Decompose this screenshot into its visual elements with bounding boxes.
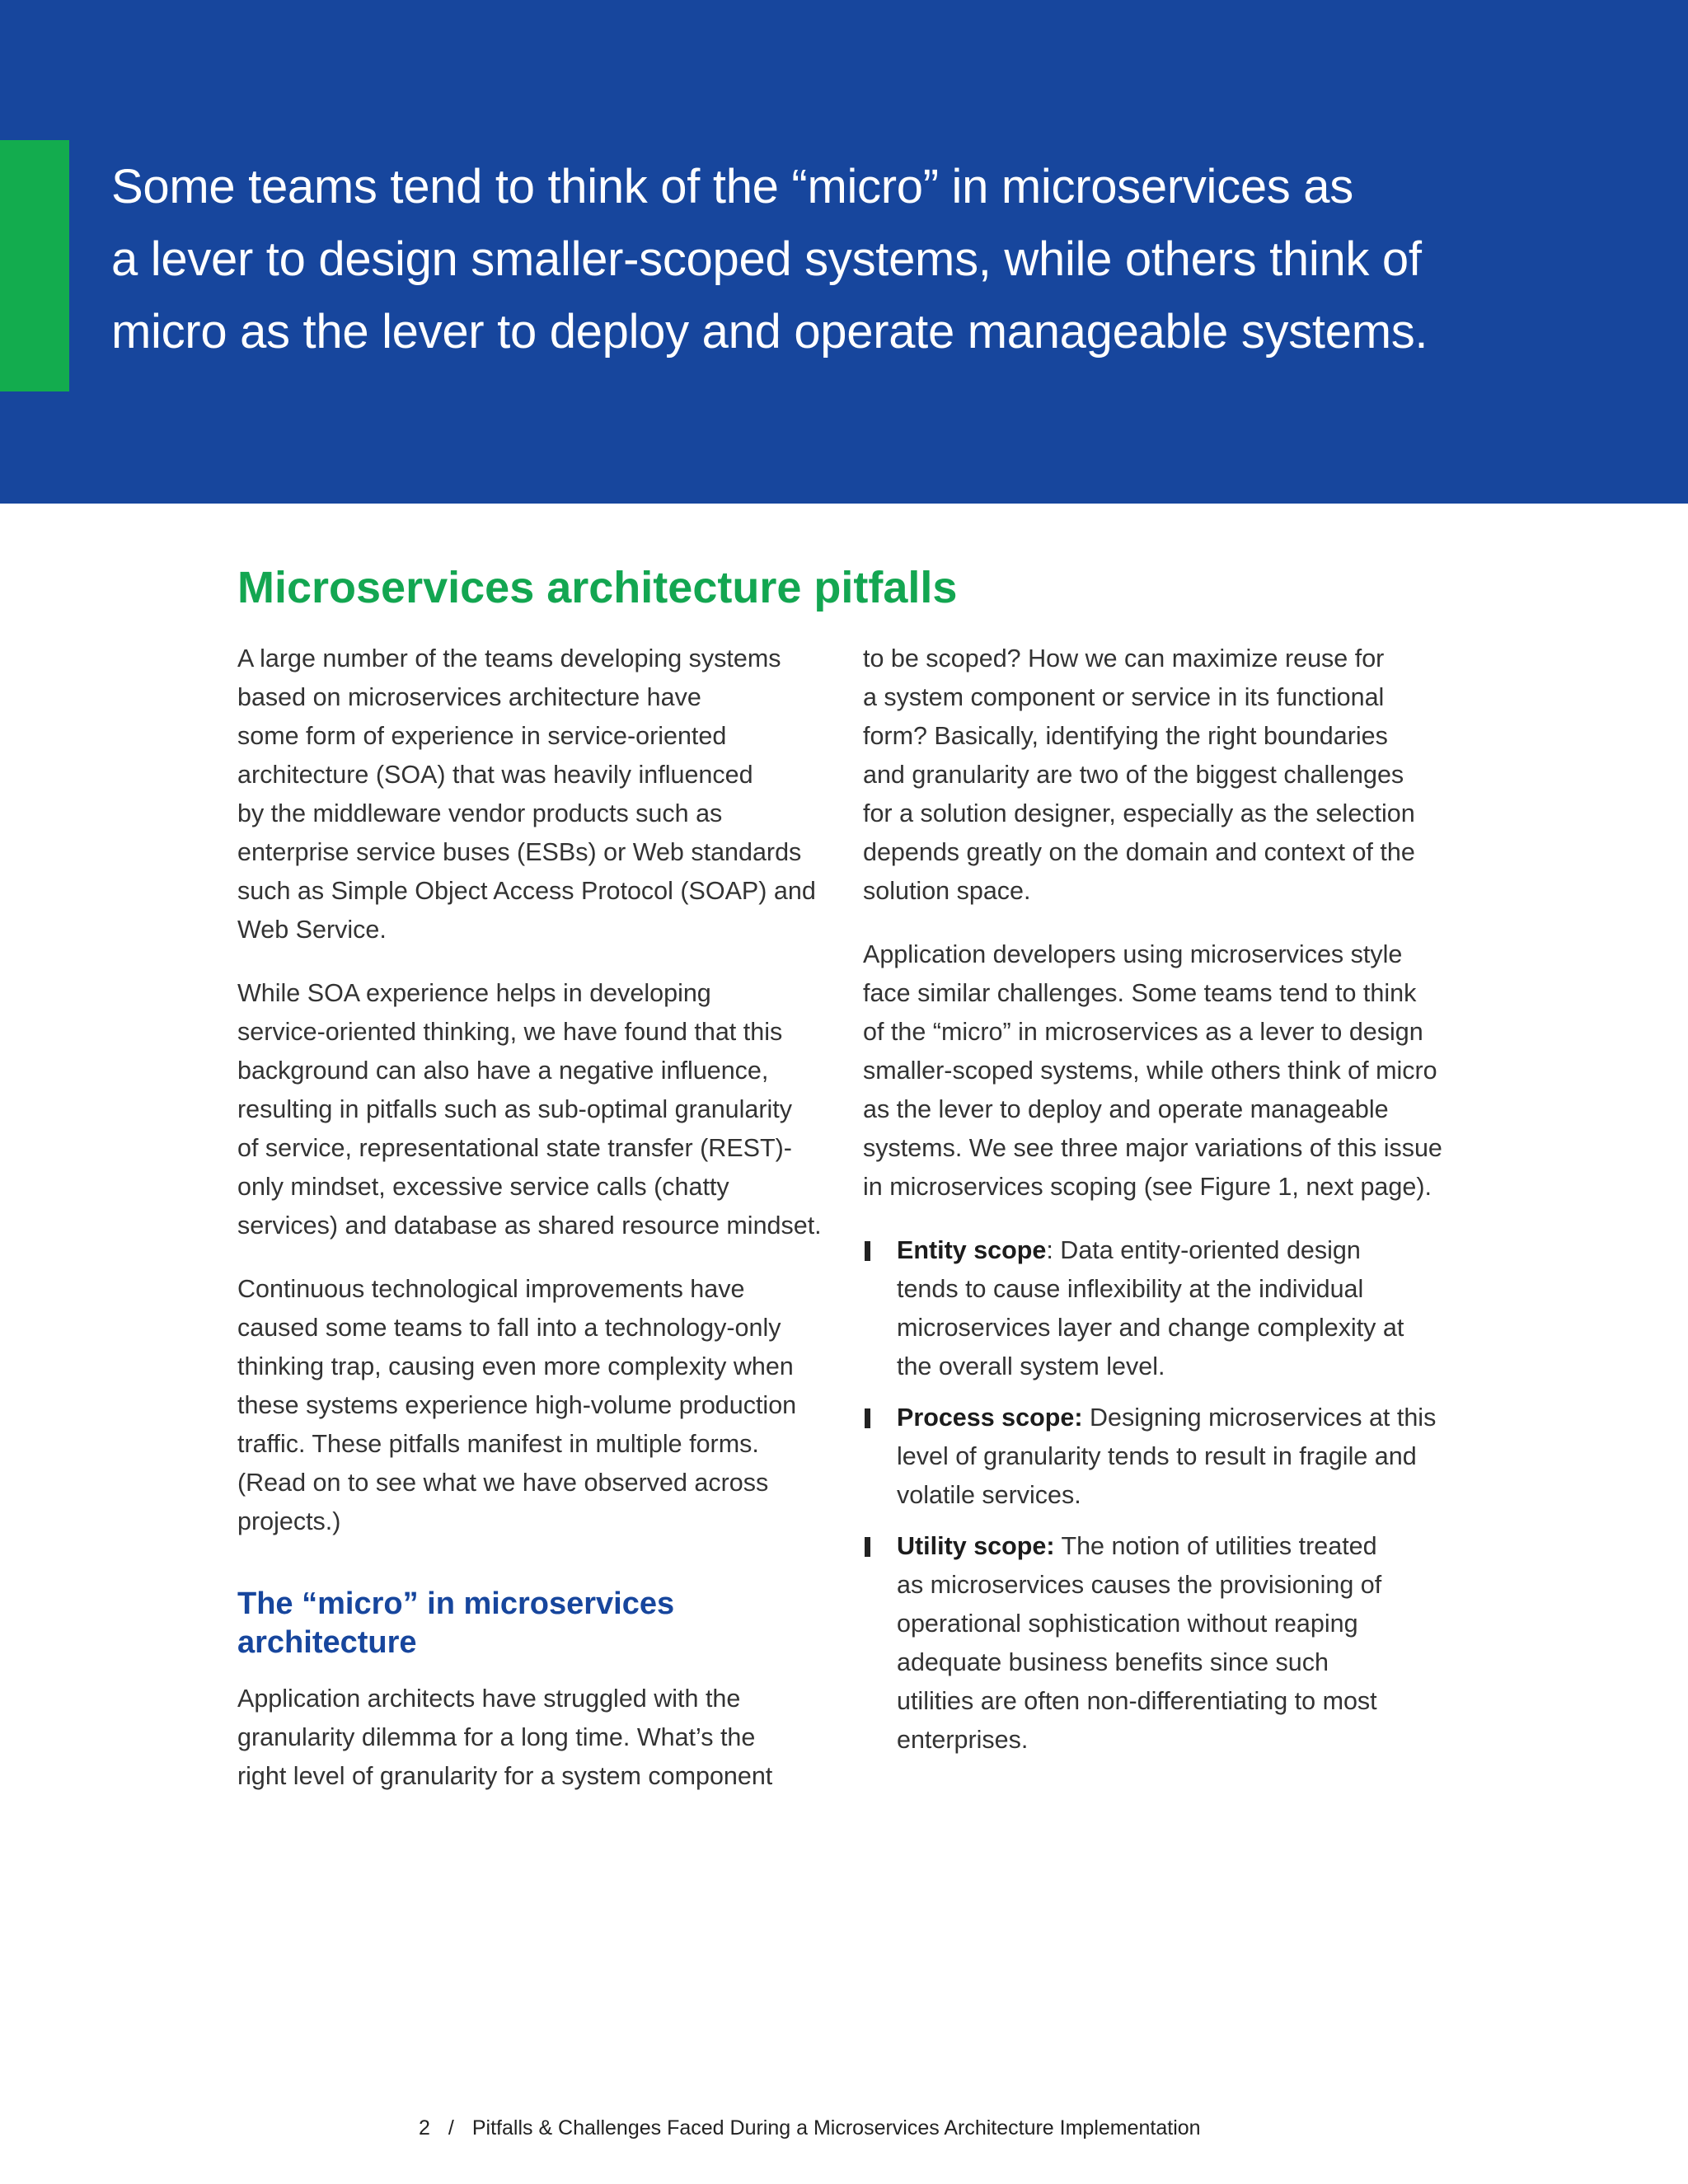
bullet-process-scope — [863, 1399, 1456, 1515]
text-line: (Read on to see what we have observed across — [237, 1469, 769, 1497]
pull-quote-line: micro as the lever to deploy and operate manageable systems. — [111, 305, 1428, 359]
body-paragraph — [237, 1270, 839, 1541]
bullet-marker — [865, 1408, 870, 1428]
text-line: level of granularity tends to result in fragile and — [897, 1442, 1417, 1470]
text-line: thinking trap, causing even more complexity when — [237, 1352, 794, 1380]
text-line: caused some teams to fall into a technology-only — [237, 1314, 781, 1342]
page-number: 2 — [419, 2116, 430, 2139]
text-line: resulting in pitfalls such as sub-optimal granularity — [237, 1095, 793, 1123]
subheading-line: architecture — [237, 1625, 417, 1660]
text-line: smaller-scoped systems, while others think of micro — [863, 1057, 1437, 1085]
text-line: right level of granularity for a system component — [237, 1762, 773, 1790]
scope-bullet-list — [863, 1231, 1456, 1760]
body-paragraph — [237, 974, 839, 1245]
text-line: in microservices scoping (see Figure 1, next page). — [863, 1173, 1432, 1201]
text-line: Application developers using microservices style — [863, 940, 1403, 968]
text-line: projects.) — [237, 1507, 341, 1535]
text-line: Web Service. — [237, 916, 387, 944]
text-line: a system component or service in its functional — [863, 683, 1385, 711]
text-line: enterprises. — [897, 1726, 1029, 1754]
text-line: adequate business benefits since such — [897, 1648, 1329, 1676]
subheading — [237, 1585, 839, 1662]
text-line: operational sophistication without reaping — [897, 1610, 1358, 1638]
bullet-first-line — [897, 1231, 1456, 1270]
text-line: face similar challenges. Some teams tend to think — [863, 979, 1417, 1007]
text-line: microservices layer and change complexity at — [897, 1314, 1404, 1342]
text-line: utilities are often non-differentiating to most — [897, 1687, 1377, 1715]
bullet-text: The notion of utilities treated — [1054, 1532, 1377, 1560]
footer-separator: / — [448, 2116, 454, 2139]
pull-quote-line: a lever to design smaller-scoped systems, while others think of — [111, 232, 1422, 286]
text-line: enterprise service buses (ESBs) or Web standards — [237, 838, 802, 866]
text-line: services) and database as shared resource mindset. — [237, 1212, 822, 1240]
right-column — [863, 640, 1456, 1772]
document-title: Pitfalls & Challenges Faced During a Microservices Architecture Implementation — [471, 2116, 1201, 2139]
body-paragraph — [237, 640, 839, 949]
text-line: of the “micro” in microservices as a lever to design — [863, 1018, 1423, 1046]
pull-quote-line: Some teams tend to think of the “micro” in microservices as — [111, 160, 1353, 213]
text-line: volatile services. — [897, 1481, 1081, 1509]
text-line: background can also have a negative influence, — [237, 1057, 769, 1085]
text-line: systems. We see three major variations of this issue — [863, 1134, 1442, 1162]
bullet-marker — [865, 1241, 870, 1261]
bullet-first-line — [897, 1399, 1456, 1437]
bullet-marker — [865, 1537, 870, 1557]
bullet-label: Utility scope: — [897, 1532, 1055, 1560]
bullet-label: Entity scope — [897, 1236, 1047, 1264]
text-line: to be scoped? How we can maximize reuse for — [863, 644, 1385, 673]
hero-accent-bar — [0, 140, 69, 391]
bullet-text: Designing microservices at this — [1082, 1404, 1437, 1432]
text-line: A large number of the teams developing systems — [237, 644, 781, 673]
text-line: based on microservices architecture have — [237, 683, 701, 711]
text-line: as microservices causes the provisioning of — [897, 1571, 1382, 1599]
text-line: While SOA experience helps in developing — [237, 979, 711, 1007]
text-line: as the lever to deploy and operate manageable — [863, 1095, 1389, 1123]
hero-banner — [0, 0, 1688, 504]
text-line: granularity dilemma for a long time. What’s the — [237, 1723, 756, 1751]
bullet-label: Process scope: — [897, 1404, 1083, 1432]
text-line: solution space. — [863, 877, 1031, 905]
bullet-first-line — [897, 1527, 1456, 1566]
text-line: Application architects have struggled with the — [237, 1685, 741, 1713]
subheading-line: The “micro” in microservices — [237, 1586, 675, 1621]
text-line: the overall system level. — [897, 1352, 1165, 1380]
body-paragraph — [863, 640, 1456, 911]
pull-quote — [111, 151, 1628, 368]
left-column — [237, 640, 839, 1821]
page-footer — [419, 2114, 1201, 2142]
bullet-utility-scope — [863, 1527, 1456, 1760]
text-line: depends greatly on the domain and context of the — [863, 838, 1415, 866]
text-line: only mindset, excessive service calls (chatty — [237, 1173, 729, 1201]
text-line: by the middleware vendor products such as — [237, 799, 723, 827]
text-line: these systems experience high-volume production — [237, 1391, 797, 1419]
text-line: tends to cause inflexibility at the individual — [897, 1275, 1364, 1303]
text-line: traffic. These pitfalls manifest in multiple forms. — [237, 1430, 759, 1458]
body-paragraph — [863, 935, 1456, 1207]
text-line: Continuous technological improvements have — [237, 1275, 745, 1303]
section-title: Microservices architecture pitfalls — [237, 563, 958, 612]
text-line: some form of experience in service-oriented — [237, 722, 727, 750]
text-line: architecture (SOA) that was heavily influenced — [237, 761, 753, 789]
text-line: of service, representational state transfer (REST)- — [237, 1134, 792, 1162]
text-line: for a solution designer, especially as the selection — [863, 799, 1415, 827]
text-line: and granularity are two of the biggest challenges — [863, 761, 1404, 789]
bullet-text: : Data entity-oriented design — [1046, 1236, 1361, 1264]
text-line: service-oriented thinking, we have found that this — [237, 1018, 783, 1046]
bullet-entity-scope — [863, 1231, 1456, 1386]
body-paragraph — [237, 1680, 839, 1796]
text-line: form? Basically, identifying the right boundaries — [863, 722, 1388, 750]
text-line: such as Simple Object Access Protocol (SOAP) and — [237, 877, 816, 905]
